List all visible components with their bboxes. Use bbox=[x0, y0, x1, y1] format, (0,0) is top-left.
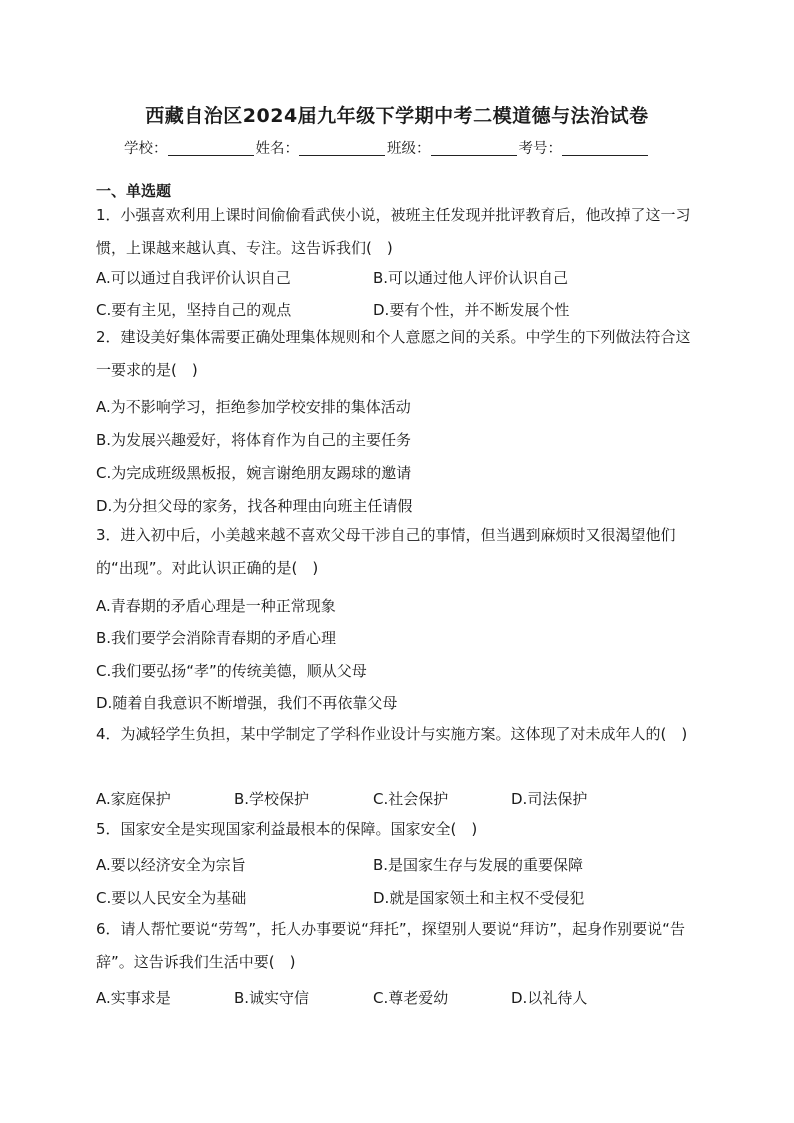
question-4-stem: 4．为减轻学生负担，某中学制定了学科作业设计与实施方案。这体现了对未成年人的( ) bbox=[96, 725, 688, 743]
question-5-option-d[interactable]: D.就是国家领土和主权不受侵犯 bbox=[373, 889, 585, 907]
question-6-stem: 6．请人帮忙要说“劳驾”，托人办事要说“拜托”，探望别人要说“拜访”，起身作别要说“告辞”。这告诉我们生活中要( ) bbox=[96, 920, 685, 971]
question-3-option-d[interactable]: D.随着自我意识不断增强，我们不再依靠父母 bbox=[96, 694, 398, 712]
question-1-option-a[interactable]: A.可以通过自我评价认识自己 bbox=[96, 269, 291, 287]
section-heading: 一、单选题 bbox=[96, 182, 172, 200]
question-6-option-a[interactable]: A.实事求是 bbox=[96, 989, 171, 1007]
question-3-option-c[interactable]: C.我们要弘扬“孝”的传统美德，顺从父母 bbox=[96, 662, 367, 680]
question-3-stem: 3．进入初中后，小美越来越不喜欢父母干涉自己的事情，但当遇到麻烦时又很渴望他们的“出现”。对此认识正确的是( ) bbox=[96, 526, 676, 577]
question-4-option-b[interactable]: B.学校保护 bbox=[234, 790, 310, 808]
class-label: 班级： bbox=[387, 141, 431, 157]
question-2-option-c[interactable]: C.为完成班级黑板报，婉言谢绝朋友踢球的邀请 bbox=[96, 464, 412, 482]
class-blank[interactable] bbox=[431, 141, 517, 156]
question-1-stem: 1．小强喜欢利用上课时间偷偷看武侠小说，被班主任发现并批评教育后，他改掉了这一习惯，上课越来越认真、专注。这告诉我们( ) bbox=[96, 206, 691, 257]
question-1-option-c[interactable]: C.要有主见，坚持自己的观点 bbox=[96, 301, 292, 319]
school-label: 学校： bbox=[124, 141, 168, 157]
question-6-option-c[interactable]: C.尊老爱幼 bbox=[373, 989, 449, 1007]
question-2-stem: 2．建设美好集体需要正确处理集体规则和个人意愿之间的关系。中学生的下列做法符合这一要求的是( ) bbox=[96, 328, 691, 379]
exam-title: 西藏自治区2024届九年级下学期中考二模道德与法治试卷 bbox=[145, 105, 649, 127]
number-label: 考号： bbox=[518, 141, 562, 157]
question-1-option-b[interactable]: B.可以通过他人评价认识自己 bbox=[373, 269, 569, 287]
question-3-option-a[interactable]: A.青春期的矛盾心理是一种正常现象 bbox=[96, 597, 336, 615]
question-3-option-b[interactable]: B.我们要学会消除青春期的矛盾心理 bbox=[96, 629, 337, 647]
question-4-option-d[interactable]: D.司法保护 bbox=[511, 790, 588, 808]
question-2-option-b[interactable]: B.为发展兴趣爱好，将体育作为自己的主要任务 bbox=[96, 431, 412, 449]
question-5-option-a[interactable]: A.要以经济安全为宗旨 bbox=[96, 856, 246, 874]
student-info-line bbox=[124, 137, 684, 158]
question-4-option-a[interactable]: A.家庭保护 bbox=[96, 790, 171, 808]
question-4-option-c[interactable]: C.社会保护 bbox=[373, 790, 449, 808]
name-blank[interactable] bbox=[299, 141, 385, 156]
question-1-option-d[interactable]: D.要有个性，并不断发展个性 bbox=[373, 301, 570, 319]
question-6-option-d[interactable]: D.以礼待人 bbox=[511, 989, 588, 1007]
question-5-option-c[interactable]: C.要以人民安全为基础 bbox=[96, 889, 247, 907]
question-6-option-b[interactable]: B.诚实守信 bbox=[234, 989, 310, 1007]
name-label: 姓名： bbox=[255, 141, 299, 157]
school-blank[interactable] bbox=[168, 141, 254, 156]
question-2-option-a[interactable]: A.为不影响学习，拒绝参加学校安排的集体活动 bbox=[96, 398, 411, 416]
question-5-stem: 5．国家安全是实现国家利益最根本的保障。国家安全( ) bbox=[96, 820, 478, 838]
question-2-option-d[interactable]: D.为分担父母的家务，找各种理由向班主任请假 bbox=[96, 497, 413, 515]
question-5-option-b[interactable]: B.是国家生存与发展的重要保障 bbox=[373, 856, 584, 874]
number-blank[interactable] bbox=[562, 141, 648, 156]
